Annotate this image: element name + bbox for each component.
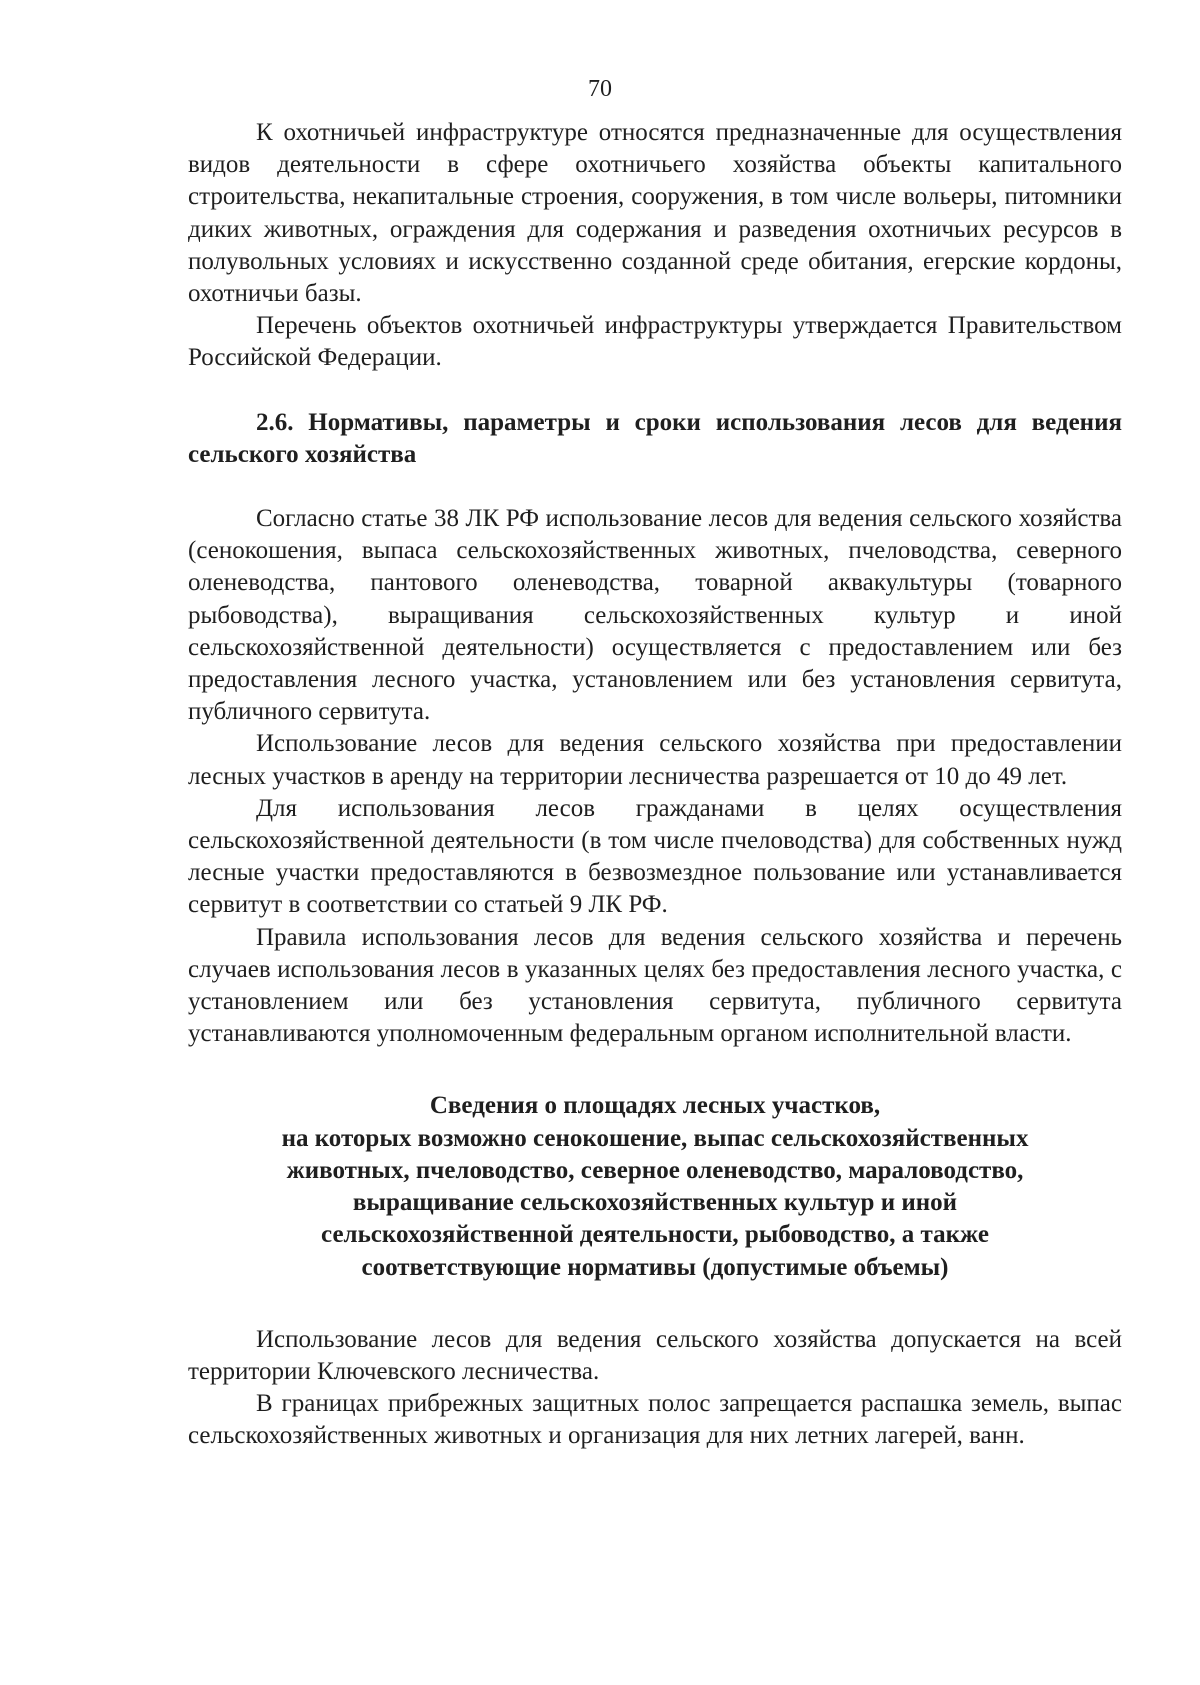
paragraph-usage-rules: Правила использования лесов для ведения сельского хозяйства и перечень случаев использования лесов в указанных целях без предоставления лесного участка, с установлением или без установления сервитута, публичного сервитута устанавливаются уполномоченным федеральным органом исполнительной власти. <box>188 923 1122 1048</box>
heading-line: на которых возможно сенокошение, выпас сельскохозяйственных <box>281 1124 1029 1152</box>
centered-heading-forest-areas <box>188 1090 1122 1283</box>
paragraph-lease-term: Использование лесов для ведения сельского хозяйства при предоставлении лесных участков в аренду на территории лесничества разрешается от 10 до 49 лет. <box>188 730 1122 790</box>
spacer <box>188 471 1122 503</box>
section-heading-2-6: 2.6. Нормативы, параметры и сроки использования лесов для ведения сельского хозяйства <box>188 408 1122 468</box>
heading-line: сельскохозяйственной деятельности, рыбоводство, а также <box>321 1221 989 1249</box>
paragraph-infrastructure-list: Перечень объектов охотничьей инфраструктуры утверждается Правительством Российской Федерации. <box>188 312 1122 372</box>
page-number: 70 <box>588 76 612 102</box>
heading-line: соответствующие нормативы (допустимые объемы) <box>361 1253 949 1281</box>
paragraph-article-38: Согласно статье 38 ЛК РФ использование лесов для ведения сельского хозяйства (сенокошения, выпаса сельскохозяйственных животных, пчеловодства, северного оленеводства, пантового оленеводства, товарной аквакультуры (товарного рыбоводства), выращивания сельскохозяйственных культур и иной сельскохозяйственной деятельности) осуществляется с предоставлением или без предоставления лесного участка, установлением или без установления сервитута, публичного сервитута. <box>188 505 1122 726</box>
paragraph-whole-territory: Использование лесов для ведения сельского хозяйства допускается на всей территории Ключевского лесничества. <box>188 1325 1122 1385</box>
spacer <box>188 375 1122 407</box>
paragraph-coastal-strips: В границах прибрежных защитных полос запрещается распашка земель, выпас сельскохозяйственных животных и организация для них летних лагерей, ванн. <box>188 1390 1122 1450</box>
document-body <box>188 117 1122 1453</box>
paragraph-citizens-use: Для использования лесов гражданами в целях осуществления сельскохозяйственной деятельности (в том числе пчеловодства) для собственных нужд лесные участки предоставляются в безвозмездное пользование или устанавливается сервитут в соответствии со статьей 9 ЛК РФ. <box>188 794 1122 919</box>
spacer <box>188 1050 1122 1090</box>
heading-line: выращивание сельскохозяйственных культур и иной <box>352 1189 958 1217</box>
heading-line: животных, пчеловодство, северное оленеводство, мараловодство, <box>286 1156 1024 1184</box>
paragraph-hunting-infrastructure: К охотничьей инфраструктуре относятся предназначенные для осуществления видов деятельности в сфере охотничьего хозяйства объекты капитального строительства, некапитальные строения, сооружения, в том числе вольеры, питомники диких животных, ограждения для содержания и разведения охотничьих ресурсов в полувольных условиях и искусственно созданной среде обитания, егерские кордоны, охотничьи базы. <box>188 119 1122 308</box>
heading-line: Сведения о площадях лесных участков, <box>429 1092 881 1120</box>
spacer <box>188 1284 1122 1324</box>
